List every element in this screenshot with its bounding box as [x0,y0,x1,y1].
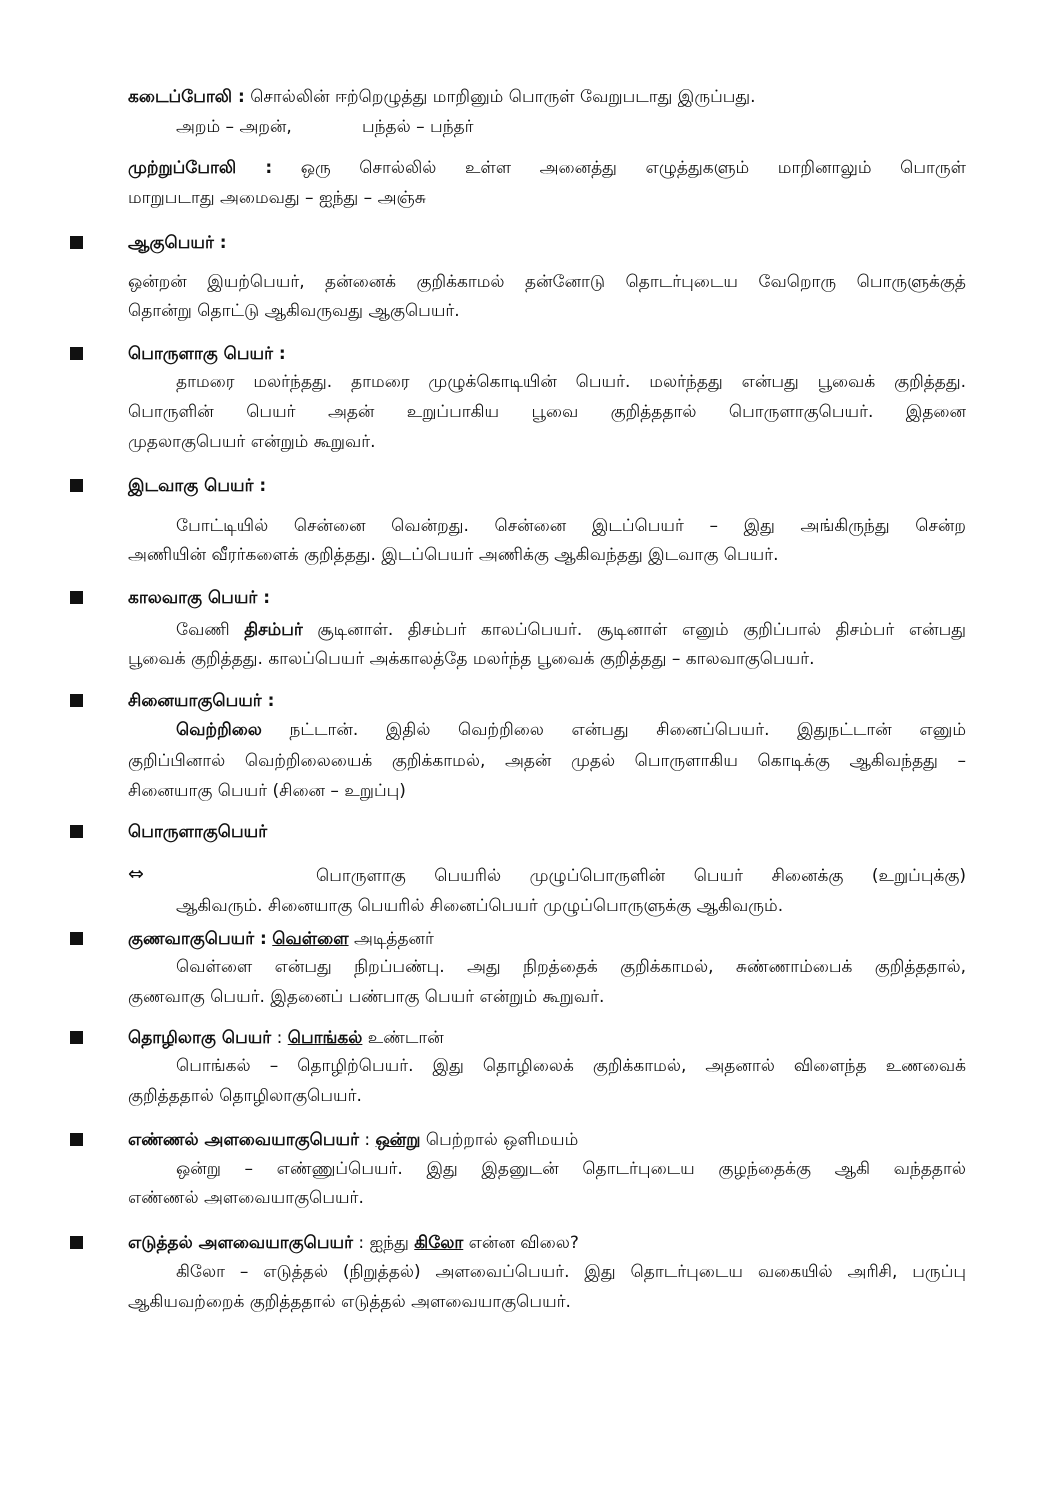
porulaagu-line-1: தாமரை மலர்ந்தது. தாமரை முழுக்கொடியின் பெயர். மலர்ந்தது என்பது பூவைக் குறித்தது. [176,372,966,392]
mutrupoli-text-1: ஒரு சொல்லில் உள்ள அனைத்து எழுத்துகளும் மாறினாலும் பொருள் [300,158,966,178]
ennal-line-1: ஒன்று – எண்ணுப்பெயர். இது இதனுடன் தொடர்புடைய குழந்தைக்கு ஆகி வந்ததால் [176,1159,966,1179]
ennal-heading [128,1129,578,1151]
ennal-colon: : [364,1130,371,1150]
eduthal-colon: : [358,1233,365,1253]
sinaiyaagu-line-2: குறிப்பினால் வெற்றிலையைக் குறிக்காமல், அதன் முதல் பொருளாகிய கொடிக்கு ஆகிவந்தது – [128,751,966,771]
ennal-line-2: எண்ணல் அளவையாகுபெயர். [128,1188,364,1208]
aagupeyar-line-2: தொன்று தொட்டு ஆகிவருவது ஆகுபெயர். [128,301,460,321]
gunavaagu-line-1: வெள்ளை என்பது நிறப்பண்பு. அது நிறத்தைக் குறிக்காமல், சுண்ணாம்பைக் குறித்ததால், [176,957,967,977]
sinaiyaagu-line-1 [176,719,966,741]
bullet-square-icon [70,1031,83,1044]
kaalavaagu-pre: வேணி [176,620,230,640]
gunavaagu-line-2: குணவாகு பெயர். இதனைப் பண்பாகு பெயர் என்றும் கூறுவர். [128,987,605,1007]
kaalavaagu-line-2: பூவைக் குறித்தது. காலப்பெயர் அக்காலத்தே மலர்ந்த பூவைக் குறித்தது – காலவாகுபெயர். [128,649,815,669]
thozhilaagu-line-1: பொங்கல் – தொழிற்பெயர். இது தொழிலைக் குறிக்காமல், அதனால் விளைந்த உணவைக் [176,1056,966,1076]
kadaipoli-line [128,86,756,108]
sinaiyaagu-line-3: சினையாகு பெயர் (சினை – உறுப்பு) [128,781,406,801]
mutrupoli-title: முற்றுப்போலி : [128,158,273,178]
porulaagu-line-3: முதலாகுபெயர் என்றும் கூறுவர். [128,432,376,452]
kaalavaagu-bold-word: திசம்பர் [244,620,303,640]
compare-title: பொருளாகுபெயர் [128,822,268,842]
bullet-square-icon [70,932,83,945]
bullet-square-icon [70,347,83,360]
bullet-square-icon [70,1236,83,1249]
aagupeyar-title: ஆகுபெயர் : [128,233,227,253]
ennal-example-post: பெற்றால் ஒளிமயம் [425,1130,579,1150]
bullet-square-icon [70,591,83,604]
thozhilaagu-title: தொழிலாகு பெயர் [128,1028,272,1048]
thozhilaagu-example-post: உண்டான் [367,1028,444,1048]
double-arrow-icon: ⇔ [128,863,144,885]
eduthal-example-post: என்ன விலை? [468,1233,579,1253]
bullet-square-icon [70,694,83,707]
gunavaagu-example: வெள்ளை [272,929,349,949]
porulaagu-title: பொருளாகு பெயர் : [128,344,286,364]
bullet-square-icon [70,236,83,249]
idavaagu-title: இடவாகு பெயர் : [128,476,267,496]
gunavaagu-title: குணவாகுபெயர் : [128,929,267,949]
gunavaagu-example-post: அடித்தனர் [353,929,434,949]
kaalavaagu-line-1 [176,619,966,641]
thozhilaagu-heading [128,1027,444,1049]
sinaiyaagu-post: நட்டான். இதில் வெற்றிலை என்பது சினைப்பெயர். இதுநட்டான் எனும் [289,720,967,740]
kadaipoli-text: சொல்லின் ஈற்றெழுத்து மாறினும் பொருள் வேறுபடாது இருப்பது. [250,87,756,107]
eduthal-title: எடுத்தல் அளவையாகுபெயர் [128,1233,354,1253]
eduthal-line-2: ஆகியவற்றைக் குறித்ததால் எடுத்தல் அளவையாகுபெயர். [128,1292,571,1312]
eduthal-example-pre: ஐந்து [369,1233,409,1253]
bullet-square-icon [70,825,83,838]
sinaiyaagu-bold-word: வெற்றிலை [176,720,262,740]
thozhilaagu-colon: : [276,1028,283,1048]
kaalavaagu-post: சூடினாள். திசம்பர் காலப்பெயர். சூடினாள் எனும் குறிப்பால் திசம்பர் என்பது [317,620,967,640]
kadaipoli-title: கடைப்போலி : [128,87,245,107]
ennal-example: ஒன்று [375,1130,421,1150]
gunavaagu-heading [128,928,434,950]
porulaagu-line-2: பொருளின் பெயர் அதன் உறுப்பாகிய பூவை குறித்ததால் பொருளாகுபெயர். இதனை [128,402,966,422]
idavaagu-line-1: போட்டியில் சென்னை வென்றது. சென்னை இடப்பெயர் – இது அங்கிருந்து சென்ற [176,516,966,536]
kadaipoli-example-1: அறம் – அறன், [176,117,292,137]
eduthal-example: கிலோ [414,1233,464,1253]
thozhilaagu-line-2: குறித்ததால் தொழிலாகுபெயர். [128,1086,362,1106]
ennal-title: எண்ணல் அளவையாகுபெயர் [128,1130,359,1150]
sinaiyaagu-title: சினையாகுபெயர் : [128,691,275,711]
eduthal-heading [128,1232,579,1254]
compare-line-1: பொருளாகு பெயரில் முழுப்பொருளின் பெயர் சினைக்கு (உறுப்புக்கு) [316,866,966,886]
mutrupoli-line-2: மாறுபடாது அமைவது – ஐந்து – அஞ்சு [128,188,426,208]
bullet-square-icon [70,1133,83,1146]
thozhilaagu-example: பொங்கல் [287,1028,363,1048]
bullet-square-icon [70,479,83,492]
kadaipoli-example-2: பந்தல் – பந்தர் [362,117,474,137]
mutrupoli-line-1 [128,157,966,179]
idavaagu-line-2: அணியின் வீரர்களைக் குறித்தது. இடப்பெயர் அணிக்கு ஆகிவந்தது இடவாகு பெயர். [128,545,779,565]
compare-line-2: ஆகிவரும். சினையாகு பெயரில் சினைப்பெயர் முழுப்பொருளுக்கு ஆகிவரும். [176,896,784,916]
aagupeyar-line-1: ஒன்றன் இயற்பெயர், தன்னைக் குறிக்காமல் தன்னோடு தொடர்புடைய வேறொரு பொருளுக்குத் [128,272,966,292]
kaalavaagu-title: காலவாகு பெயர் : [128,588,271,608]
eduthal-line-1: கிலோ – எடுத்தல் (நிறுத்தல்) அளவைப்பெயர். இது தொடர்புடைய வகையில் அரிசி, பருப்பு [176,1262,966,1282]
